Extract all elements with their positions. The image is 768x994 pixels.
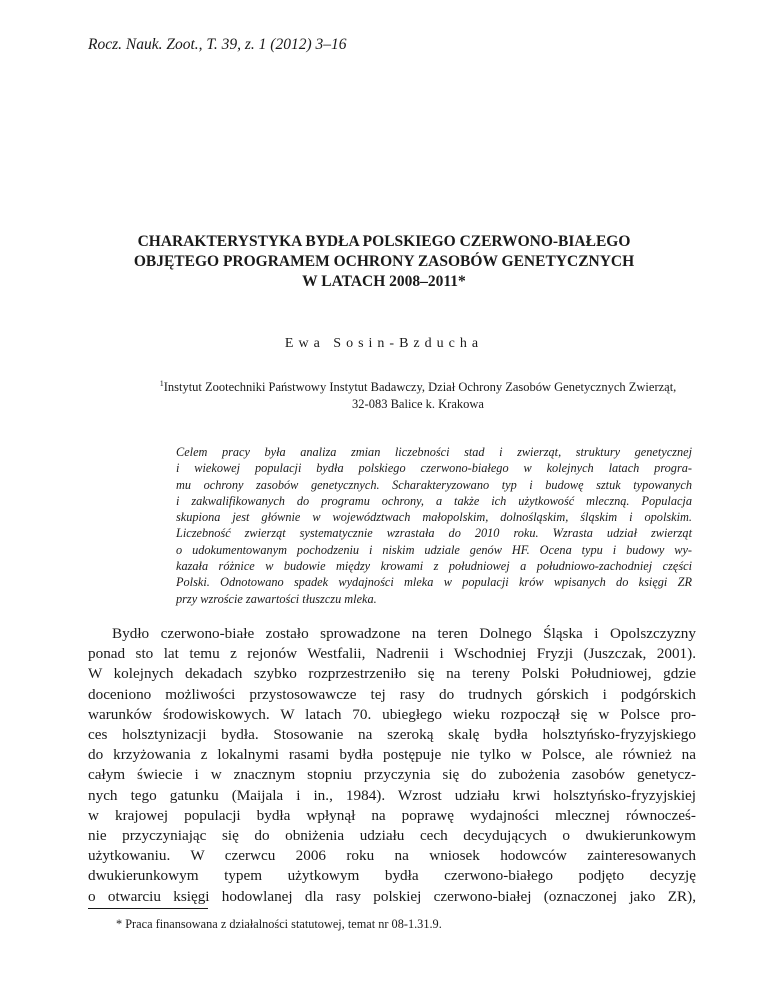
abstract-line: mu ochrony zasobów genetycznych. Scharakteryzowano typ i budowę sztuk typowanych xyxy=(176,477,692,492)
body-line: w krajowej populacji bydła wpłynął na poprawę wydajności mlecznej równocześ- xyxy=(88,806,696,824)
affiliation-line-1 xyxy=(118,375,718,396)
abstract-line: skupiona jest głównie w województwach małopolskim, dolnośląskim, śląskim i opolskim. xyxy=(176,510,692,525)
abstract-line: przy wzroście zawartości tłuszczu mleka. xyxy=(176,591,377,606)
abstract-line: kazała różnice w budowie między krowami z południowej a południowo-zachodniej części xyxy=(176,559,692,574)
journal-reference: Rocz. Nauk. Zoot., T. 39, z. 1 (2012) 3–16 xyxy=(88,36,347,53)
paper-title xyxy=(60,232,708,292)
title-line: OBJĘTEGO PROGRAMEM OCHRONY ZASOBÓW GENETYCZNYCH xyxy=(133,253,635,270)
abstract-line: i wiekowej populacji bydła polskiego czerwono-białego w kolejnych latach progra- xyxy=(176,461,692,476)
footnote: * Praca finansowana z działalności statutowej, temat nr 08-1.31.9. xyxy=(116,917,442,931)
body-line: nie przyczyniając się do obniżenia udziału cech decydujących o dwukierunkowym xyxy=(88,827,696,845)
body-line: całym świecie i w znacznym stopniu przyczynia się do zubożenia zasobów genetycz- xyxy=(88,766,696,784)
abstract-line: o udokumentowanym pochodzeniu i niskim udziale genów HF. Ocena typu i budowy wy- xyxy=(176,542,692,557)
abstract xyxy=(176,444,692,607)
body-line: W kolejnych dekadach szybko rozprzestrzeniło się na tereny Polski Południowej, gdzie xyxy=(88,665,696,683)
body-line: Bydło czerwono-białe zostało sprowadzone na teren Dolnego Śląska i Opolszczyzny xyxy=(112,625,696,642)
author-name: Ewa Sosin-Bzducha xyxy=(284,336,484,351)
title-line: W LATACH 2008–2011* xyxy=(302,273,466,290)
title-line: CHARAKTERYSTYKA BYDŁA POLSKIEGO CZERWONO-BIAŁEGO xyxy=(137,233,631,250)
affiliation-marker: 1 xyxy=(159,379,164,388)
body-line: do krzyżowania z lokalnymi rasami bydła postępuje nie tylko w Polsce, ale również na xyxy=(88,746,696,764)
abstract-line: i zakwalifikowanych do programu ochrony, a także ich użytkowość mleczną. Populacja xyxy=(176,493,692,508)
abstract-line: Celem pracy była analiza zmian liczebności stad i zwierząt, struktury genetycznej xyxy=(176,445,692,459)
abstract-line: Polski. Odnotowano spadek wydajności mleka w populacji krów wpisanych do księgi ZR xyxy=(176,575,692,590)
abstract-line: Liczebność zwierząt systematycznie wzrastała do 2010 roku. Wzrasta udział zwierząt xyxy=(176,526,692,541)
body-line: użytkowaniu. W czerwcu 2006 roku na wniosek hodowców zainteresowanych xyxy=(88,847,696,865)
body-line: o otwarciu księgi hodowlanej dla rasy polskiej czerwono-białej (oznaczonej jako ZR), xyxy=(88,887,696,905)
footnote-separator xyxy=(88,908,208,909)
body-paragraph xyxy=(88,624,696,907)
affiliation-line-2: 32-083 Balice k. Krakowa xyxy=(352,397,484,412)
affiliation xyxy=(118,375,718,413)
body-line: doceniono możliwości przystosowawcze tej rasy do trudnych górskich i podgórskich xyxy=(88,685,696,703)
body-line: dwukierunkowym typem użytkowym bydła czerwono-białego podjęto decyzję xyxy=(88,867,696,885)
body-line: warunków środowiskowych. W latach 70. ubiegłego wieku rozpoczął się w Polsce pro- xyxy=(88,705,696,723)
affiliation-text: Instytut Zootechniki Państwowy Instytut Badawczy, Dział Ochrony Zasobów Genetycznych Zwierząt, xyxy=(163,380,677,395)
body-line: ces holsztynizacji bydła. Stosowanie na szeroką skalę bydła holsztyńsko-fryzyjskiego xyxy=(88,726,696,744)
body-line: ponad sto lat temu z rejonów Westfalii, Nadrenii i Wschodniej Fryzji (Juszczak, 2001). xyxy=(88,645,696,663)
body-line: nych tego gatunku (Maijala i in., 1984). Wzrost udziału krwi holsztyńsko-fryzyjskiej xyxy=(88,786,696,804)
